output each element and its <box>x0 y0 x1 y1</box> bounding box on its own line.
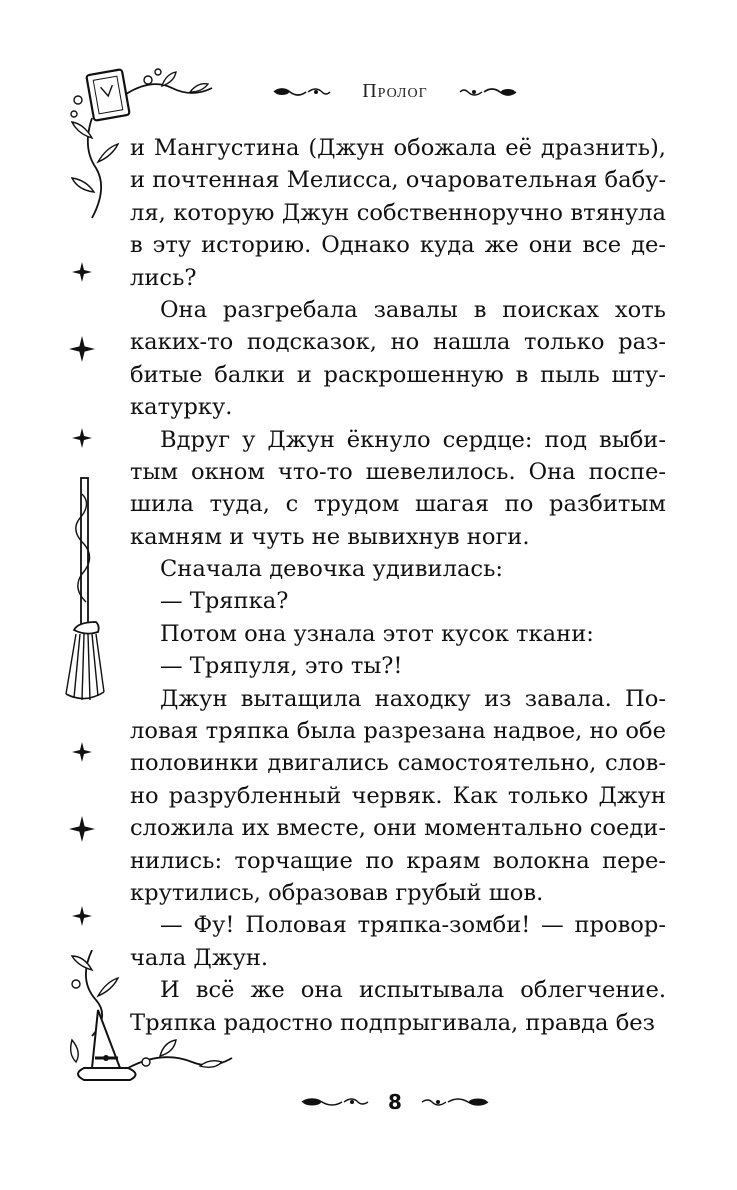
text-line: Она разгребала завалы в поисках хоть <box>160 296 666 323</box>
sparkle-icon <box>72 428 92 448</box>
text-line: шила туда, с трудом шагая по разбитым <box>130 491 666 518</box>
text-line: — Фу! Половая тряпка-зомби! — провор- <box>160 912 666 939</box>
text-line: ля, которую Джун собственноручно втянула <box>130 199 666 226</box>
text-line: лись? <box>130 264 197 291</box>
sparkle-icon <box>69 336 95 362</box>
text-line: и Мангустина (Джун обожала её дразнить), <box>130 135 666 161</box>
text-line: Потом она узнала этот кусок ткани: <box>160 620 594 647</box>
text-line: и почтенная Мелисса, очаровательная бабу- <box>130 167 667 194</box>
text-line: но разрубленный червяк. Как только Джун <box>130 782 666 809</box>
text-line: крутились, образовав грубый шов. <box>130 879 544 906</box>
chapter-title: Пролог <box>362 80 428 102</box>
text-line: — Тряпка? <box>160 588 289 615</box>
broom-icon <box>60 474 110 704</box>
text-line: Тряпка радостно подпрыгивала, правда без <box>130 1009 655 1036</box>
text-line: катурку. <box>130 394 233 421</box>
text-line: Джун вытащила находку из завала. По- <box>160 685 666 712</box>
sparkle-icon <box>72 906 92 926</box>
sparkle-icon <box>72 262 92 282</box>
text-line: нились: торчащие по краям волокна пере- <box>130 847 666 874</box>
text-line: в эту историю. Однако куда же они все де- <box>130 232 666 259</box>
text-line: Сначала девочка удивилась: <box>160 556 503 583</box>
running-footer <box>0 1090 737 1130</box>
text-line: каких-то подсказок, но нашла только раз- <box>130 329 666 356</box>
text-line: половинки двигались самостоятельно, слов- <box>130 750 666 777</box>
text-line: чала Джун. <box>130 944 269 971</box>
text-line: битые балки и раскрошенную в пыль шту- <box>130 361 666 388</box>
flourish-left-icon <box>272 84 332 100</box>
text-line: сложила их вместе, они моментально соеди- <box>130 815 666 842</box>
flourish-right-icon <box>420 1094 490 1110</box>
body-text <box>130 132 666 1039</box>
flourish-left-icon <box>300 1094 370 1110</box>
text-line: ловая тряпка была разрезана надвое, но обе <box>130 718 666 745</box>
sparkle-icon <box>69 816 95 842</box>
flourish-right-icon <box>458 84 518 100</box>
text-line: Вдруг у Джун ёкнуло сердце: под выби- <box>160 426 666 453</box>
text-line: камням и чуть не вывихнув ноги. <box>130 523 530 550</box>
text-line: И всё же она испытывала облегчение. <box>160 977 666 1004</box>
page-number: 8 <box>388 1090 402 1114</box>
sparkle-icon <box>72 742 92 762</box>
text-line: тым окном что-то шевелилось. Она поспе- <box>130 458 666 485</box>
text-line: — Тряпуля, это ты?! <box>160 653 403 680</box>
